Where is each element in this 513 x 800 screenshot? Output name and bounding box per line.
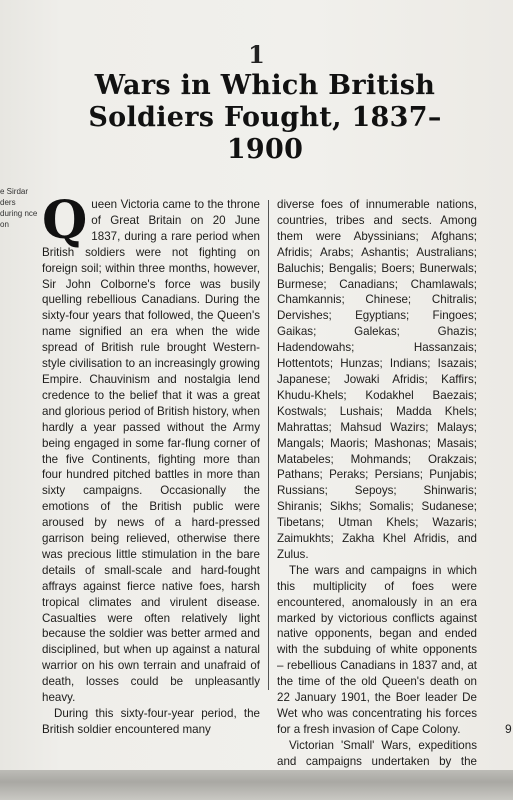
- facing-page-caption-fragment: e Sirdar ders during nce on: [0, 187, 38, 229]
- left-text-column: [42, 190, 260, 738]
- paragraph-3: diverse foes of innumerable nations, countries, tribes and sects. Among them were Abyssinians; Afghans; Afridis; Arabs; Ashantis; Australians; Baluchis; Bengalis; Boers; Bunerwals; Burmese; Canadians; Chamlawals; Chamkannis; Chinese; Chitralis; Dervishes; Egyptians; Fingoes; Gaikas; Galekas; Ghazis; Hadendowahs; Hassanzais; Hottentots; Hunzas; Indians; Isazais; Japanese; Jowaki Afridis; Kaffirs; Khudu-Khels; Kodakhel Baezais; Kostwals; Lushais; Madda Khels; Mahrattas; Mahsud Wazirs; Malays; Mangals; Maoris; Mashonas; Masais; Matabeles; Mohmands; Orakzais; Pathans; Peraks; Persians; Punjabis; Russians; Sepoys; Shinwaris; Shiranis; Sikhs; Somalis; Sudanese; Tibetans; Utman Khels; Wazaris; Zaimukhts; Zakha Khel Afridis, and Zulus.: [277, 198, 477, 561]
- paragraph-1-text: ueen Victoria came to the throne of Great Britain on 20 June 1837, during a rare period when British soldiers were not fighting on foreign soil; within three months, however, Sir John Colborne's force was busily quelling rebellious Canadians. During the sixty-four years that followed, the Queen's name signified an era when the wide spread of British rule brought Western-style civilisation to an increasingly growing Empire. Chauvinism and nostalgia lend credence to the belief that it was a great and glorious period of British history, when hardly a year passed without the Army being engaged in some far-flung corner of the five Continents, fighting more than four hundred pitched battles in more than sixty campaigns. Occasionally the emotions of the British public were aroused by news of a hard-pressed garrison being relieved, otherwise there was precious little stimulation in the bare details of small-scale and hard-fought affrays against fierce native foes, harsh tropical climates and virulent disease. Casualties were often relatively light because the soldier was better armed and disciplined, but when up against a natural warrior on his own terrain and unafraid of death, losses could be unpleasantly heavy.: [42, 198, 260, 705]
- column-divider: [268, 200, 269, 690]
- paragraph-5: Victorian 'Small' Wars, expeditions and campaigns undertaken by the: [277, 738, 477, 768]
- drop-cap: Q: [42, 190, 88, 251]
- paragraph-4: The wars and campaigns in which this multiplicity of foes were encountered, anomalously in an era marked by victorious conflicts against native opponents, began and ended with the subduing of white opponents – rebellious Canadians in 1837 and, at the time of the old Queen's death on 22 January 1901, the Boer leader De Wet who was concentrating his forces for a fresh invasion of Cape Colony.: [277, 563, 477, 736]
- paragraph-2: During this sixty-four-year period, the British soldier encountered many: [42, 707, 260, 736]
- table-surface: [0, 770, 513, 800]
- paragraph-1: [42, 190, 260, 706]
- chapter-number: 1: [248, 40, 265, 69]
- right-text-column: [277, 197, 477, 786]
- chapter-title: Wars in Which British Soldiers Fought, 1837–1900: [88, 70, 442, 165]
- page-number: 9: [505, 722, 512, 736]
